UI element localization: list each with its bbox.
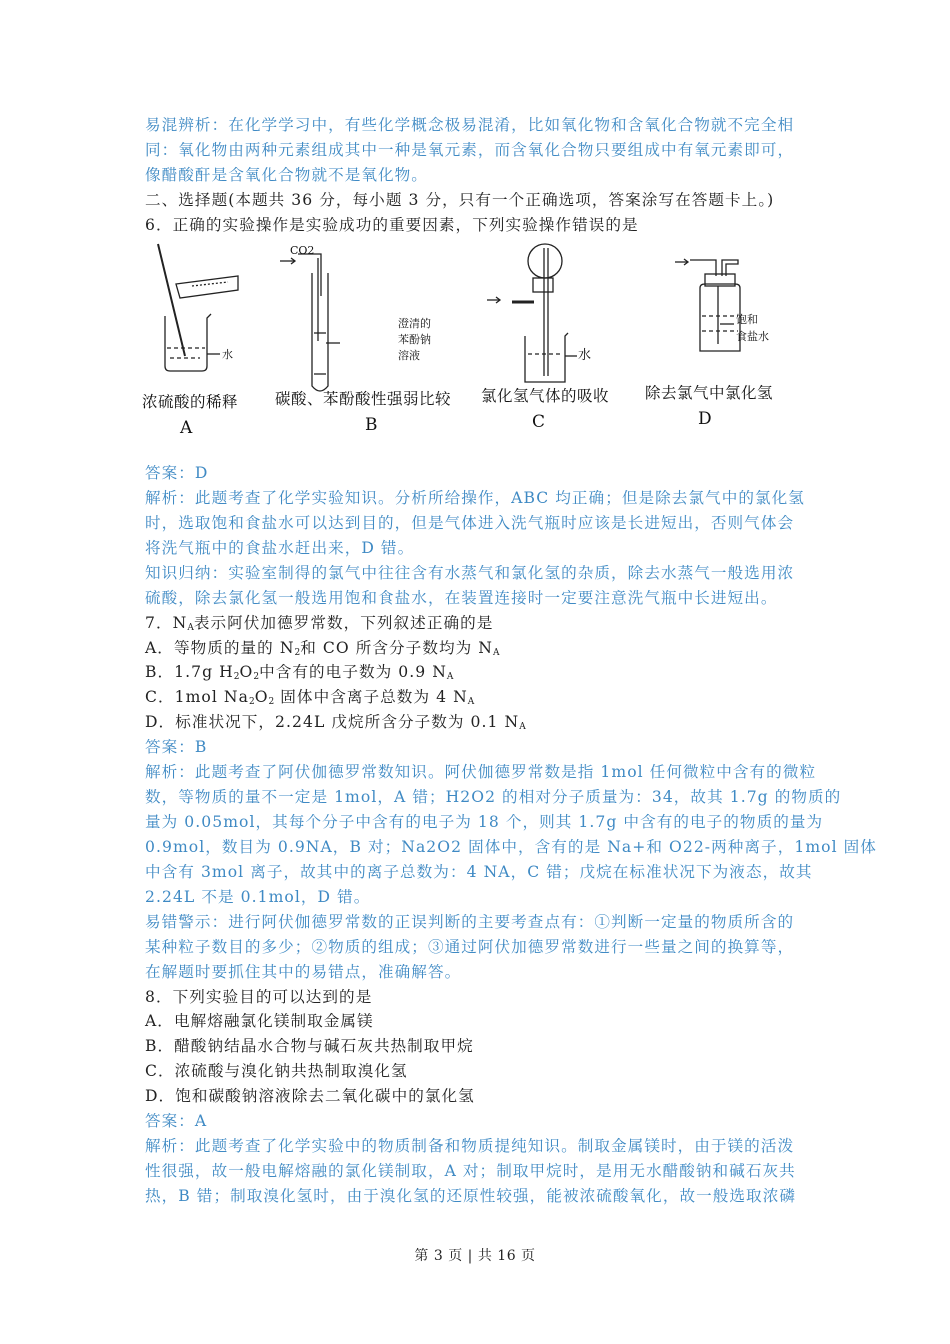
- text-line: [145, 887, 370, 907]
- text-segment: 热，B 错；制取溴化氢时，由于溴化氢的还原性较强，能被浓硫酸氧化，故一般选取浓磷: [145, 1186, 796, 1205]
- label-co2: CO2: [290, 244, 315, 257]
- text-segment: 答案：B: [145, 738, 208, 757]
- text-segment: 二、选择题(本题共 36 分，每小题 3 分，只有一个正确选项，答案涂写在答题卡上。): [145, 190, 775, 209]
- text-segment: 硫酸，除去氯化氢一般选用饱和食盐水，在装置连接时一定要注意洗气瓶中长进短出。: [145, 588, 778, 607]
- caption-a: 浓硫酸的稀释: [142, 393, 239, 411]
- text-segment: 2.24L 不是 0.1mol，D 错。: [145, 887, 371, 906]
- caption-c: 氯化氢气体的吸收: [481, 387, 610, 405]
- subscript: 2: [294, 647, 301, 658]
- caption-d: 除去氯气中氯化氢: [645, 384, 774, 402]
- text-segment: D．饱和碳酸钠溶液除去二氧化碳中的氯化氢: [145, 1087, 475, 1106]
- text-line: [145, 762, 816, 782]
- text-segment: 知识归纳：实验室制得的氯气中往往含有水蒸气和氯化氢的杂质，除去水蒸气一般选用浓: [145, 563, 795, 582]
- label-solution: 溶液: [398, 349, 420, 362]
- apparatus-d-wash-bottle: [675, 259, 740, 351]
- text-line: [145, 165, 428, 185]
- text-line: [145, 712, 526, 737]
- label-brine: 食盐水: [736, 330, 769, 343]
- text-line: [145, 987, 372, 1007]
- text-segment: 8．下列实验目的可以达到的是: [145, 987, 373, 1006]
- text-segment: 将洗气瓶中的食盐水赶出来，D 错。: [145, 538, 415, 557]
- text-segment: 和 CO 所含分子数均为 N: [300, 638, 493, 657]
- text-line: [145, 687, 474, 712]
- text-segment: 0.9mol，数目为 0.9NA，B 对；Na2O2 固体中，含有的是 Na+和 O22-两种离子，1mol 固体: [145, 837, 877, 856]
- text-segment: 7．N: [145, 613, 188, 632]
- text-segment: C．浓硫酸与溴化钠共热制取溴化氢: [145, 1062, 408, 1081]
- text-segment: 数，等物质的量不一定是 1mol，A 错；H2O2 的相对分子质量为：34，故其 1.7g 的物质的: [145, 788, 842, 807]
- text-segment: B．1.7g H: [145, 663, 234, 682]
- text-segment: 像醋酸酐是含氧化合物就不是氧化物。: [145, 165, 428, 184]
- text-line: [145, 937, 794, 957]
- text-segment: 同：氧化物由两种元素组成其中一种是氧元素，而含氧化合物只要组成中有氧元素即可，: [145, 140, 795, 159]
- subscript: A: [446, 672, 454, 683]
- text-line: [145, 140, 794, 160]
- label-water-a: 水: [222, 348, 233, 361]
- text-segment: D．标准状况下，2.24L 戊烷所含分子数为 0.1 N: [145, 713, 520, 732]
- text-line: [145, 588, 777, 608]
- text-line: [145, 563, 794, 583]
- label-letter-a: A: [180, 418, 193, 438]
- text-segment: 某种粒子数目的多少；②物质的组成；③通过阿伏加德罗常数进行一些量之间的换算等，: [145, 937, 795, 956]
- text-line: [145, 962, 461, 982]
- text-segment: A．等物质的量的 N: [145, 638, 295, 657]
- experiment-figure: [140, 236, 810, 441]
- text-segment: 时，选取饱和食盐水可以达到目的，但是气体进入洗气瓶时应该是长进短出，否则气体会: [145, 513, 795, 532]
- text-line: [145, 862, 813, 882]
- text-segment: 易混辨析：在化学学习中，有些化学概念极易混淆，比如氧化物和含氧化合物就不完全相: [145, 116, 795, 134]
- text-segment: O: [239, 663, 254, 682]
- text-segment: B．醋酸钠结晶水合物与碱石灰共热制取甲烷: [145, 1037, 474, 1056]
- text-line: [145, 190, 774, 210]
- text-segment: C．1mol Na: [145, 688, 249, 707]
- text-line: [145, 662, 453, 687]
- label-letter-b: B: [365, 415, 378, 435]
- subscript: A: [187, 622, 194, 633]
- label-letter-c: C: [532, 412, 546, 432]
- text-line: [145, 1036, 474, 1056]
- subscript: 2: [233, 672, 240, 683]
- label-clear: 澄清的: [398, 317, 431, 330]
- text-line: [145, 837, 877, 857]
- caption-b: 碳酸、苯酚酸性强弱比较: [275, 390, 452, 408]
- page-footer: 第 3 页 | 共 16 页: [414, 1248, 536, 1264]
- text-line: [145, 463, 208, 483]
- text-line: [145, 613, 493, 638]
- label-saturated: 饱和: [736, 313, 758, 326]
- subscript: A: [467, 697, 475, 708]
- text-line: [145, 1111, 207, 1131]
- text-segment: 中含有 3mol 离子，故其中的离子总数为：4 NA，C 错；戊烷在标准状况下为液态，故其: [145, 862, 813, 881]
- text-segment: 中含有的电子数为 0.9 N: [259, 663, 447, 682]
- text-line: [145, 638, 499, 663]
- text-segment: 6．正确的实验操作是实验成功的重要因素，下列实验操作错误的是: [145, 215, 639, 234]
- text-segment: 性很强，故一般电解熔融的氯化镁制取，A 对；制取甲烷时，是用无水醋酸钠和碱石灰共: [145, 1162, 796, 1181]
- label-water-c: 水: [578, 348, 592, 363]
- label-letter-d: D: [698, 409, 712, 429]
- text-segment: 量为 0.05mol，其每个分子中含有的电子为 18 个，则其 1.7g 中含有的电子的物质的量为: [145, 813, 824, 832]
- subscript: A: [519, 722, 526, 733]
- text-segment: O: [254, 688, 269, 707]
- text-line: [145, 1161, 796, 1181]
- subscript: 2: [248, 697, 255, 708]
- apparatus-b-test-tube: [280, 254, 340, 391]
- subscript: A: [492, 647, 500, 658]
- text-line: [145, 787, 841, 807]
- text-line: [145, 812, 823, 832]
- text-line: [145, 1011, 374, 1031]
- label-sodium-phenolate: 苯酚钠: [398, 333, 431, 346]
- text-segment: 答案：A: [145, 1112, 208, 1131]
- apparatus-c-funnel-absorption: [487, 244, 577, 382]
- text-segment: 解析：此题考查了阿伏伽德罗常数知识。阿伏伽德罗常数是指 1mol 任何微粒中含有的微粒: [145, 763, 817, 782]
- text-segment: 固体中含离子总数为 4 N: [274, 688, 468, 707]
- text-line: [145, 1086, 475, 1106]
- text-line: [145, 115, 794, 135]
- text-segment: 易错警示：进行阿伏伽德罗常数的正误判断的主要考查点有：①判断一定量的物质所含的: [145, 912, 795, 931]
- text-line: [145, 488, 805, 508]
- text-segment: 在解题时要抓住其中的易错点，准确解答。: [145, 962, 462, 981]
- text-segment: 答案：D: [145, 464, 209, 482]
- text-line: [145, 912, 794, 932]
- text-segment: 解析：此题考查了化学实验知识。分析所给操作，ABC 均正确；但是除去氯气中的氯化氢: [145, 488, 805, 507]
- text-line: [145, 737, 207, 757]
- text-segment: 表示阿伏加德罗常数，下列叙述正确的是: [193, 613, 494, 632]
- text-segment: 解析：此题考查了化学实验中的物质制备和物质提纯知识。制取金属镁时，由于镁的活泼: [145, 1137, 795, 1156]
- text-line: [145, 513, 794, 533]
- text-line: [145, 215, 639, 235]
- text-line: [145, 1136, 794, 1156]
- text-line: [145, 538, 414, 558]
- subscript: 2: [253, 672, 260, 683]
- subscript: 2: [268, 697, 275, 708]
- text-line: [145, 1061, 408, 1081]
- text-line: [145, 1186, 796, 1206]
- text-segment: A．电解熔融氯化镁制取金属镁: [145, 1012, 374, 1031]
